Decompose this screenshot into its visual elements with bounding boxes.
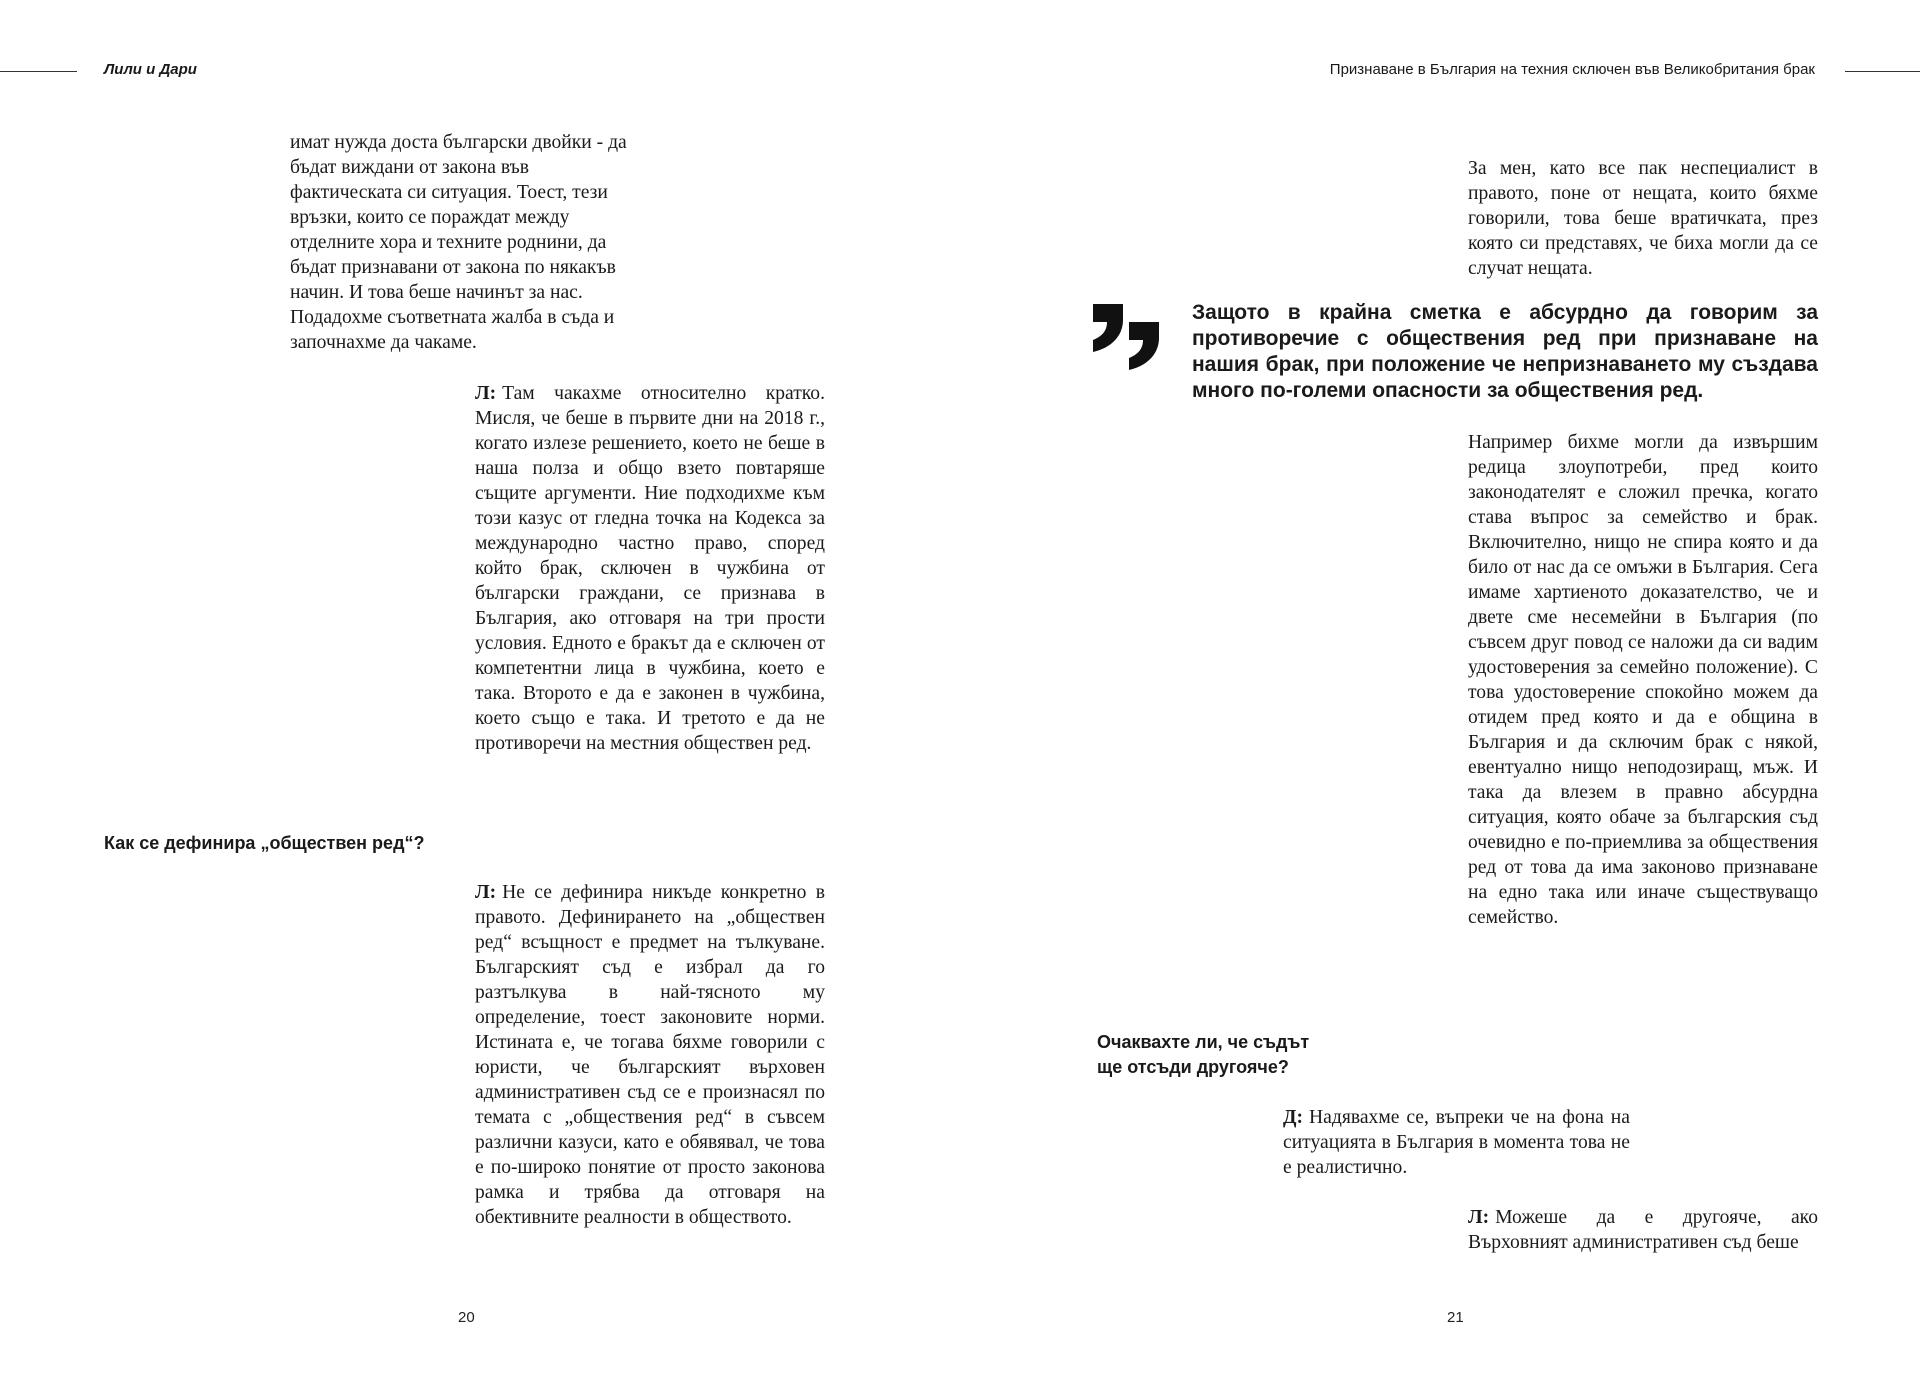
question-line-2: ще отсъди другояче? [1097, 1057, 1289, 1077]
right-question [1097, 1030, 1417, 1080]
speaker-label: Л: [475, 383, 497, 404]
speaker-label: Д: [1283, 1107, 1304, 1128]
pull-quote: Защото в крайна сметка е абсурдно да говорим за противоречие с обществения ред при признаване на нашия брак, при положение че непризнаването му създава много по-големи опасности за обществения ред. [1192, 301, 1818, 402]
page-number-left: 20 [458, 1309, 475, 1326]
right-answer-l [1468, 1205, 1818, 1255]
header-rule-left [0, 71, 77, 72]
left-question: Как се дефинира „обществен ред“? [104, 833, 425, 853]
left-intro-paragraph: имат нужда доста български двойки - да бъдат виждани от закона във фактическата си ситуация. Тоест, тези връзки, които се пораждат между отделните хора и техните роднини, да бъдат признавани от закона по някакъв начин. И това беше начинът за нас. Подадохме съответната жалба в съда и започнахме да чакаме. [290, 132, 627, 353]
running-header-left: Лили и Дари [104, 61, 197, 78]
answer-text: Можеше да е другояче, ако Върховният административен съд беше [1468, 1207, 1818, 1253]
answer-text: Надявахме се, въпреки че на фона на ситуацията в България в момента това не е реалистично. [1283, 1107, 1630, 1178]
speaker-label: Л: [1468, 1207, 1490, 1228]
right-answer-d [1283, 1105, 1630, 1180]
speaker-label: Л: [475, 882, 497, 903]
left-answer-2 [475, 880, 825, 1230]
question-line-1: Очаквахте ли, че съдът [1097, 1032, 1310, 1052]
running-header-right: Признаване в България на техния сключен във Великобритания брак [1329, 61, 1815, 78]
quote-mark-icon [1093, 304, 1165, 376]
right-intro-paragraph: За мен, като все пак неспециалист в правото, поне от нещата, които бяхме говорили, това беше вратичката, през която си представях, че биха могли да се случат нещата. [1468, 158, 1818, 279]
page-number-right: 21 [1447, 1309, 1464, 1326]
answer-text: Не се дефинира никъде конкретно в правото. Дефинирането на „обществен ред“ всъщност е предмет на тълкуване. Българският съд е избрал да го разтълкува в най-тясното му определение, тоест законовите норми. Истината е, че тогава бяхме говорили с юристи, че българският върховен административен съд се е произнасял по темата с „обществения ред“ в съвсем различни казуси, като е обявявал, че това е по-широко понятие от просто законова рамка и трябва да отговаря на обективните реалности в обществото. [475, 882, 825, 1228]
answer-text: Там чакахме относително кратко. Мисля, че беше в първите дни на 2018 г., когато излезе решението, което не беше в наша полза и общо взето повтаряше същите аргументи. Ние подходихме към този казус от гледна точка на Кодекса за международно частно право, според който брак, сключен в чужбина от български граждани, се признава в България, ако отговаря на три прости условия. Едното е бракът да е сключен от компетентни лица в чужбина, което е така. Второто е да е законен в чужбина, което също е така. И третото е да не противоречи на местния обществен ред. [475, 383, 825, 754]
left-answer-1 [475, 381, 825, 756]
header-rule-right [1845, 71, 1920, 72]
right-body-paragraph: Например бихме могли да извършим редица злоупотреби, пред които законодателят е сложил пречка, когато става въпрос за семейство и брак. Включително, нищо не спира която и да било от нас да се омъжи в България. Сега имаме хартиеното доказателство, че и двете сме несемейни в България (по съвсем друг повод се наложи да си вадим удостоверения за семейно положение). С това удостоверение спокойно можем да отидем пред която и да е община в България и да сключим брак с някой, евентуално нищо неподозиращ, мъж. И така да влезем в правно абсурдна ситуация, която обаче за българския съд очевидно е по-приемлива за обществения ред от това да има законово признаване на едно така или иначе съществуващо семейство. [1468, 432, 1818, 928]
